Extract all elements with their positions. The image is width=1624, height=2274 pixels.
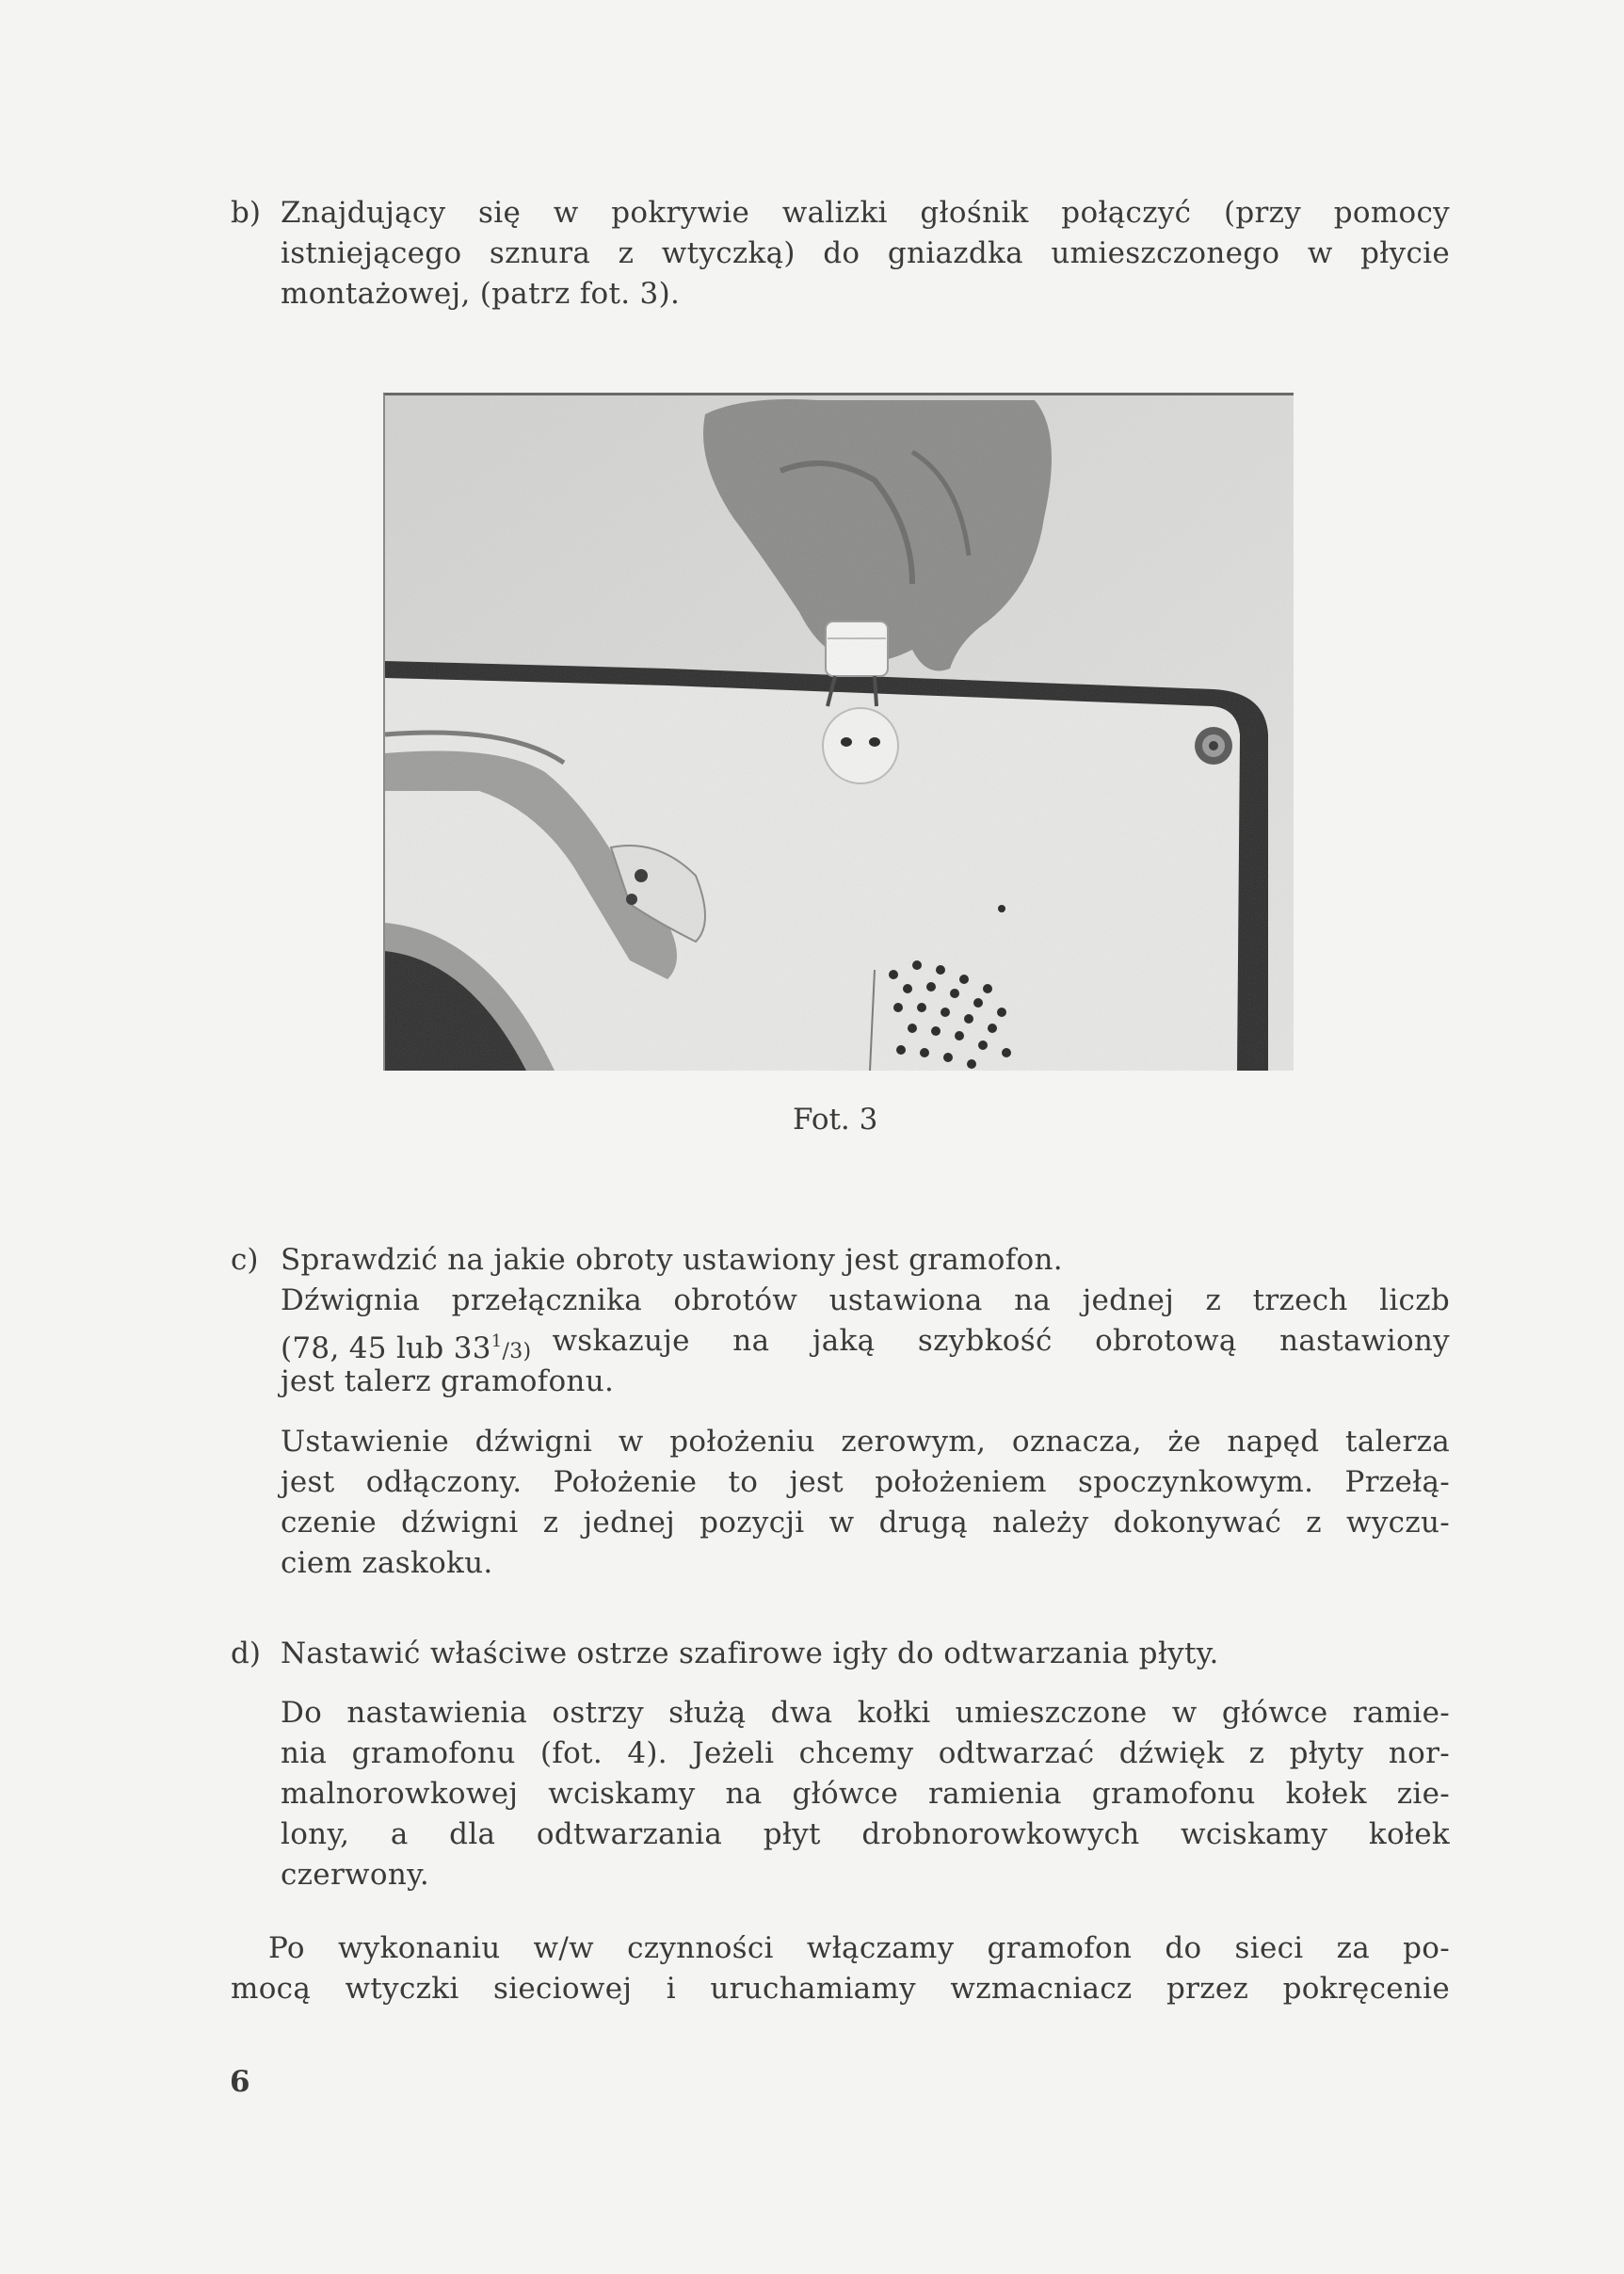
section-d-heading: Nastawić właściwe ostrze szafirowe igły do odtwarzania płyty.	[281, 1637, 1219, 1670]
speed-text: (78, 45 lub 33	[281, 1331, 491, 1365]
section-c-p2-line-2: jest odłączony. Położenie to jest położeniem spoczynkowym. Przełą-	[281, 1465, 1450, 1499]
section-c-p2-line-3: czenie dźwigni z jednej pozycji w drugą należy dokonywać z wyczu-	[281, 1506, 1450, 1540]
section-d-label: d)	[231, 1637, 261, 1670]
section-c-p2-line-4: ciem zaskoku.	[281, 1546, 493, 1580]
section-d-line-5: czerwony.	[281, 1858, 429, 1892]
section-b-line-3: montażowej, (patrz fot. 3).	[281, 277, 681, 311]
section-d-line-3: malnorowkowej wciskamy na główce ramienia gramofonu kołek zie-	[281, 1777, 1450, 1811]
section-c-p2-line-1: Ustawienie dźwigni w położeniu zerowym, oznacza, że napęd talerza	[281, 1425, 1450, 1459]
section-d-line-2: nia gramofonu (fot. 4). Jeżeli chcemy odtwarzać dźwięk z płyty nor-	[281, 1736, 1450, 1770]
section-d-line-1: Do nastawienia ostrzy służą dwa kołki umieszczone w główce ramie-	[281, 1696, 1450, 1730]
section-c-label: c)	[231, 1243, 259, 1277]
fraction-numerator: 1	[490, 1331, 503, 1351]
photo-illustration	[385, 395, 1294, 1071]
page-number: 6	[230, 2065, 250, 2099]
section-c-line-1: Sprawdzić na jakie obroty ustawiony jest gramofon.	[281, 1243, 1063, 1277]
closing-line-2: mocą wtyczki sieciowej i uruchamiamy wzmacniacz przez pokręcenie	[231, 1972, 1450, 2006]
figure-photo	[383, 393, 1294, 1071]
fraction-denominator: /3)	[502, 1340, 532, 1363]
section-c-line-3-rest: wskazuje na jaką szybkość obrotową nastawiony	[552, 1324, 1450, 1358]
closing-line-1: Po wykonaniu w/w czynności włączamy gramofon do sieci za po-	[268, 1931, 1450, 1965]
section-b-line-2: istniejącego sznura z wtyczką) do gniazdka umieszczonego w płycie	[281, 236, 1450, 270]
section-b-line-1: Znajdujący się w pokrywie walizki głośnik połączyć (przy pomocy	[281, 196, 1450, 230]
section-d-line-4: lony, a dla odtwarzania płyt drobnorowkowych wciskamy kołek	[281, 1817, 1450, 1851]
figure-caption: Fot. 3	[793, 1103, 878, 1137]
section-c-line-4: jest talerz gramofonu.	[281, 1364, 615, 1398]
section-c-line-2: Dźwignia przełącznika obrotów ustawiona na jednej z trzech liczb	[281, 1283, 1450, 1317]
section-b-label: b)	[231, 196, 261, 230]
